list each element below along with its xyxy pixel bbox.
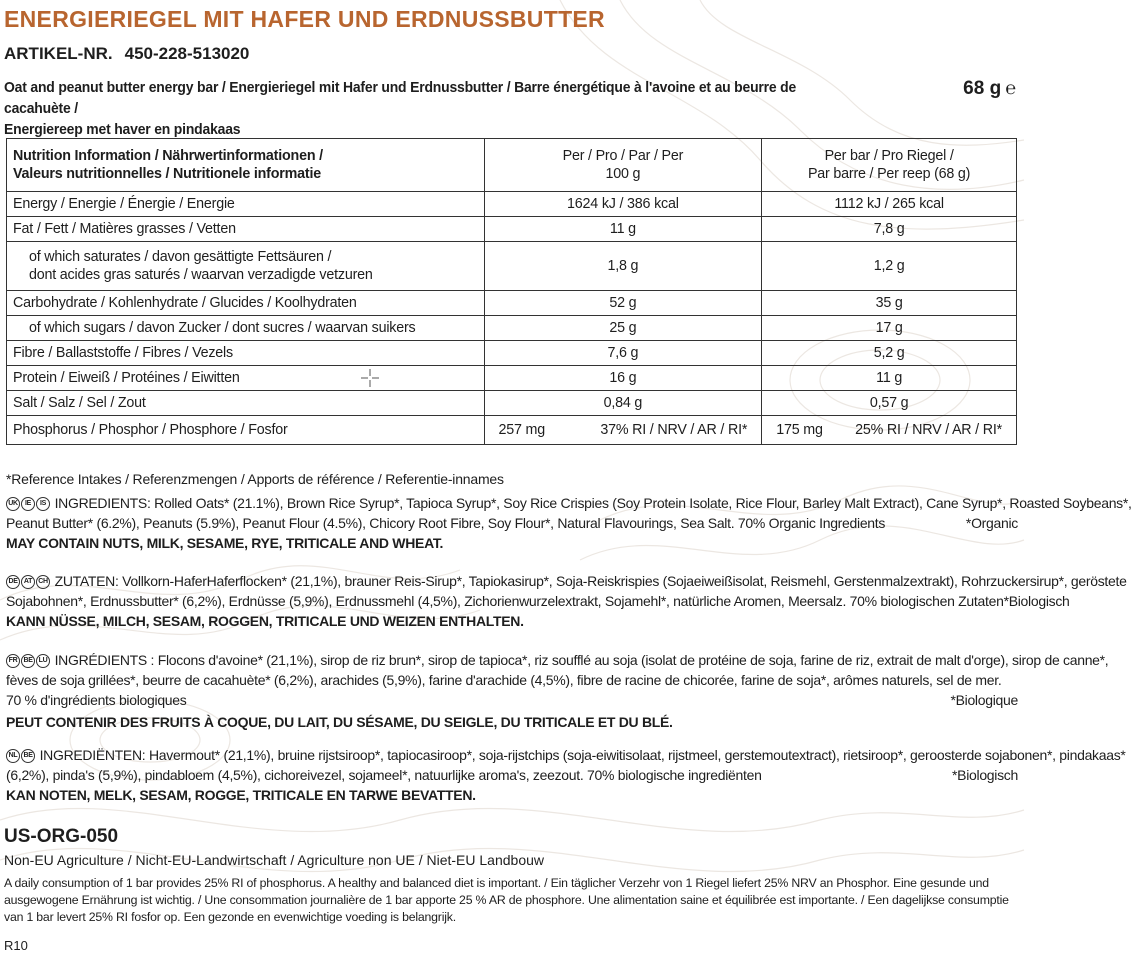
allergen-warning: KANN NÜSSE, MILCH, SESAM, ROGGEN, TRITICALE UND WEIZEN ENTHALTEN. <box>6 613 524 629</box>
nutrition-header-row <box>7 139 1017 192</box>
value-100g: 7,6 g <box>484 341 762 366</box>
organic-certification-code: US-ORG-050 <box>4 826 119 847</box>
product-description <box>4 77 841 140</box>
ingredients-line: ZUTATEN: Vollkorn-HaferHaferflocken* (21,1%), brauner Reis-Sirup*, Tapiokasirup*, Soja-Reiskrispies (Sojaeiweißisolat, Reismehl, Gerstenmalzextrakt), Rohrzuckersirup*, geröstete <box>54 573 1127 589</box>
flag-nl-icon: NL <box>6 749 20 763</box>
value-100g: 52 g <box>484 291 762 316</box>
row-label: Carbohydrate / Kohlenhydrate / Glucides / Koolhydraten <box>7 291 485 316</box>
flag-de-icon: DE <box>6 575 20 589</box>
value-100g: 257 mg <box>498 422 546 438</box>
value-bar: 1112 kJ / 265 kcal <box>762 192 1017 217</box>
table-row <box>7 242 1017 291</box>
table-row <box>7 217 1017 242</box>
value-bar: 0,57 g <box>762 391 1017 416</box>
reference-code: R10 <box>4 938 28 953</box>
flag-at-icon: AT <box>21 575 35 589</box>
value-bar: 5,2 g <box>762 341 1017 366</box>
row-label: Fat / Fett / Matières grasses / Vetten <box>7 217 485 242</box>
organic-note: *Organic <box>965 515 1018 531</box>
table-row <box>7 366 1017 391</box>
row-label: of which sugars / davon Zucker / dont sucres / waarvan suikers <box>7 316 485 341</box>
flag-fr-icon: FR <box>6 654 20 668</box>
article-label: ARTIKEL-NR. <box>4 44 113 63</box>
allergen-warning: MAY CONTAIN NUTS, MILK, SESAME, RYE, TRITICALE AND WHEAT. <box>6 535 444 551</box>
description-line-1: Oat and peanut butter energy bar / Energieriegel mit Hafer und Erdnussbutter / Barre énergétique à l'avoine et au beurre de cacahuète / <box>4 79 797 117</box>
value-bar: 11 g <box>762 366 1017 391</box>
row-label: Salt / Salz / Sel / Zout <box>7 391 485 416</box>
ri-bar: 25% RI / NRV / AR / RI* <box>855 422 1002 438</box>
organic-note: *Biologisch <box>1003 593 1070 609</box>
phosphorus-100g <box>484 416 762 445</box>
value-100g: 16 g <box>484 366 762 391</box>
allergen-warning: PEUT CONTENIR DES FRUITS À COQUE, DU LAIT, DU SÉSAME, DU SEIGLE, DU TRITICALE ET DU BLÉ. <box>6 714 673 730</box>
phosphorus-bar <box>762 416 1017 445</box>
agriculture-origin: Non-EU Agriculture / Nicht-EU-Landwirtschaft / Agriculture non UE / Niet-EU Landbouw <box>4 852 545 868</box>
ingredients-line: fèves de soja grillées*, beurre de cacahuète* (6,2%), arachides (5,9%), farine d'arachide (4,5%), fibre de racine de chicorée, farine de soja*, arômes naturels, sel de mer. <box>6 672 1002 688</box>
value-bar: 35 g <box>762 291 1017 316</box>
row-label: Energy / Energie / Énergie / Energie <box>7 192 485 217</box>
ingredients-line: INGRÉDIENTS : Flocons d'avoine* (21,1%), sirop de riz brun*, sirop de tapioca*, riz soufflé au soja (isolat de protéine de soja, farine de riz, extrait de malt d'orge), sirop de canne*, <box>54 652 1109 668</box>
daily-consumption-note: A daily consumption of 1 bar provides 25% RI of phosphorus. A healthy and balanced diet is important. / Ein täglicher Verzehr von 1 Riegel liefert 25% NRV an Phosphor. Eine gesunde und ausgewogene Ernährung ist wichtig. / Une consommation journalière de 1 bar apporte 25 % AR de phosphore. Une alimentation saine et équilibrée est importante. / Een dagelijkse consumptie van 1 bar levert 25% RI fosfor op. Een gezonde en evenwichtige voeding is belangrijk. <box>4 876 1009 924</box>
estimated-sign-icon: ℮ <box>1005 78 1016 98</box>
allergen-warning: KAN NOTEN, MELK, SESAM, ROGGE, TRITICALE EN TARWE BEVATTEN. <box>6 787 476 803</box>
ingredients-line: Peanut Butter* (6.2%), Peanuts (5.9%), Peanut Flour (4.5%), Chicory Root Fibre, Soy Flour*, Natural Flavourings, Sea Salt. 70% Organic Ingredients <box>6 515 886 531</box>
ingredients-line: INGREDIËNTEN: Havermout* (21,1%), bruine rijstsiroop*, tapiocasiroop*, soja-rijstchips (soja-eiwitisolaat, rijstmeel, gerstemoutextract), rietsiroop*, geroosterde sojabonen*, pindakaas* <box>39 747 1126 763</box>
row-label: Phosphorus / Phosphor / Phosphore / Fosfor <box>7 416 485 445</box>
flag-uk-icon: UK <box>6 497 20 511</box>
organic-note: *Biologique <box>950 692 1018 708</box>
ingredients-line: (6,2%), pinda's (5,9%), pindabloem (4,5%), cichoreivezel, sojameel*, natuurlijke aroma's, zeezout. 70% biologische ingrediënten <box>6 767 762 783</box>
value-100g: 0,84 g <box>484 391 762 416</box>
nutrition-header-label: Nutrition Information / Nährwertinformationen / Valeurs nutritionnelles / Nutritionele informatie <box>7 139 485 192</box>
reference-intakes-note: *Reference Intakes / Referenzmengen / Apports de référence / Referentie-innames <box>6 471 504 487</box>
value-100g: 1,8 g <box>484 242 762 291</box>
value-100g: 25 g <box>484 316 762 341</box>
ingredients-nl <box>6 745 1126 805</box>
table-row <box>7 391 1017 416</box>
nutrition-table <box>6 138 1017 445</box>
ingredients-en <box>6 493 1132 553</box>
value-100g: 11 g <box>484 217 762 242</box>
row-label: Protein / Eiweiß / Protéines / Eiwitten <box>7 366 485 391</box>
row-label: of which saturates / davon gesättigte Fettsäuren / dont acides gras saturés / waarvan verzadigde vetzuren <box>7 242 485 291</box>
per-bar-header: Per bar / Pro Riegel / Par barre / Per reep (68 g) <box>762 139 1017 192</box>
table-row <box>7 316 1017 341</box>
ingredients-line: INGREDIENTS: Rolled Oats* (21.1%), Brown Rice Syrup*, Tapioca Syrup*, Soy Rice Crispies (Soy Protein Isolate, Rice Flour, Barley Malt Extract), Cane Syrup*, Roasted Soybeans*, <box>54 495 1132 511</box>
net-weight <box>963 78 1016 100</box>
value-bar: 1,2 g <box>762 242 1017 291</box>
ri-100g: 37% RI / NRV / AR / RI* <box>600 422 748 438</box>
ingredients-line: Sojabohnen*, Erdnussbutter* (6,2%), Erdnüsse (5,9%), Erdnussmehl (4,5%), Zichorienwurzelextrakt, Sojamehl*, natürliche Aromen, Meersalz. 70% biologischen Zutaten <box>6 593 1004 609</box>
organic-note: *Biologisch <box>952 767 1018 783</box>
article-number-line <box>4 44 261 64</box>
value-bar: 7,8 g <box>762 217 1017 242</box>
flag-lu-icon: LU <box>36 654 50 668</box>
flag-ch-icon: CH <box>36 575 50 589</box>
value-bar: 175 mg <box>776 422 823 438</box>
description-line-2: Energiereep met haver en pindakaas <box>4 121 241 138</box>
value-100g: 1624 kJ / 386 kcal <box>484 192 762 217</box>
ingredients-de <box>6 571 1127 631</box>
flag-ie-icon: IE <box>21 497 35 511</box>
flag-is-icon: IS <box>36 497 50 511</box>
value-bar: 17 g <box>762 316 1017 341</box>
per-100g-header: Per / Pro / Par / Per 100 g <box>484 139 762 192</box>
ingredients-line: 70 % d'ingrédients biologiques <box>6 692 187 708</box>
table-row <box>7 416 1017 445</box>
net-weight-value: 68 g <box>963 78 1002 99</box>
flag-be-icon: BE <box>21 654 35 668</box>
ingredients-fr <box>6 650 1109 732</box>
table-row <box>7 341 1017 366</box>
row-label: Fibre / Ballaststoffe / Fibres / Vezels <box>7 341 485 366</box>
article-number: 450-228-513020 <box>124 44 250 63</box>
flag-be-icon: BE <box>21 749 35 763</box>
product-title: ENERGIERIEGEL MIT HAFER UND ERDNUSSBUTTER <box>4 6 605 32</box>
table-row <box>7 291 1017 316</box>
table-row <box>7 192 1017 217</box>
crosshair-cursor-icon <box>360 368 380 388</box>
